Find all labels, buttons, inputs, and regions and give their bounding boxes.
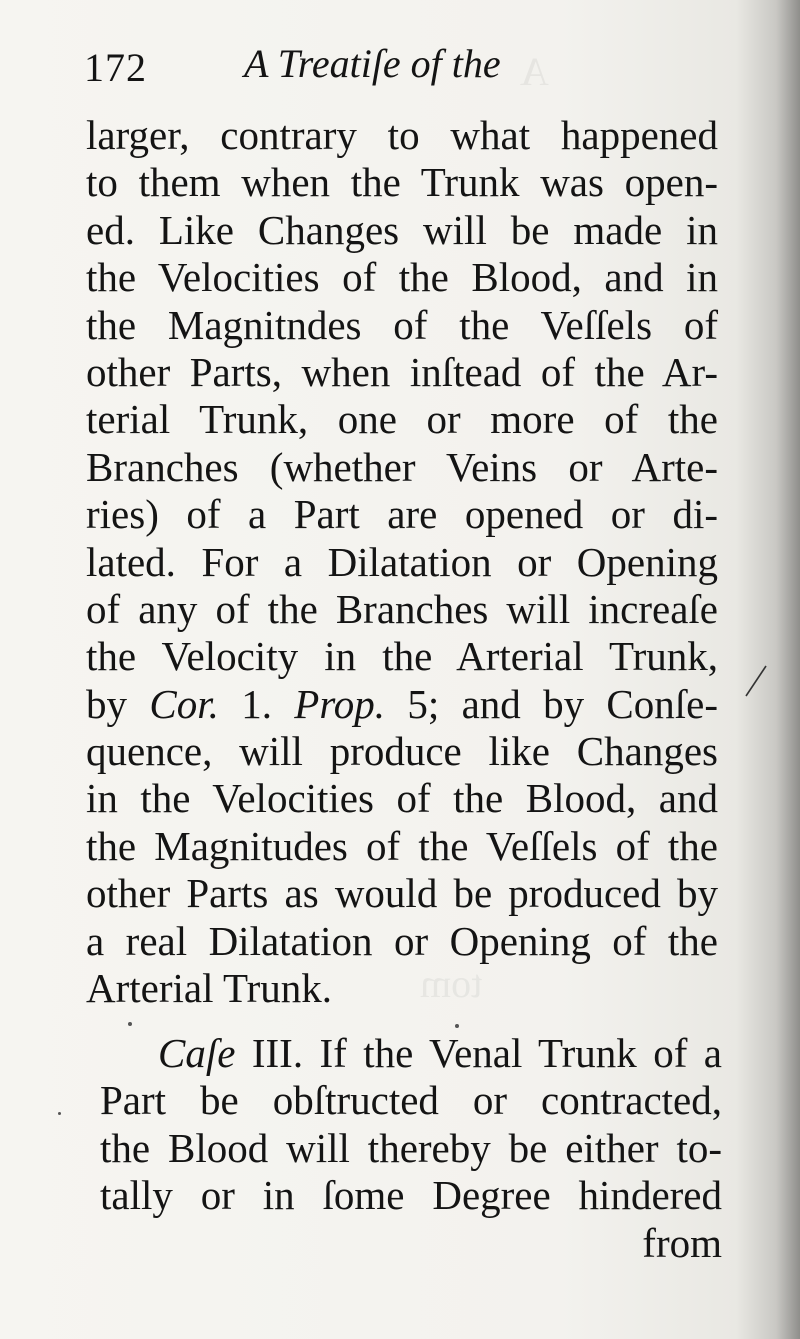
citation-cor: Cor. [149, 680, 219, 727]
case-rest: III. If the Venal Trunk of a [235, 1030, 722, 1076]
case-heading-line [100, 1030, 722, 1077]
text-line: the Magnitudes of the Veſſels of the [86, 822, 718, 869]
citation-post: 5; and by Conſe- [385, 680, 719, 727]
text-line: larger, contrary to what happened [86, 112, 718, 158]
text-line: the Blood will thereby be either to- [100, 1124, 722, 1171]
ink-speck [455, 1024, 459, 1028]
citation-pre: by [86, 680, 150, 727]
show-through: tom [420, 961, 483, 1006]
text-line: Branches (whether Veins or Arte- [86, 443, 718, 490]
paragraph-2 [100, 1030, 722, 1267]
running-head: A Treatiſe of the [244, 41, 501, 86]
text-line: the Magnitndes of the Veſſels of [86, 301, 718, 348]
text-line: tally or in ſome Degree hindered [100, 1172, 722, 1219]
text-line: other Parts as would be produced by [86, 870, 718, 917]
text-line-last: Arterial Trunk. [86, 965, 332, 1012]
text-line: in the Velocities of the Blood, and [86, 775, 718, 822]
text-line: ed. Like Changes will be made in [86, 206, 718, 253]
text-line: lated. For a Dilatation or Opening [86, 538, 718, 585]
citation-num: 1. [218, 680, 295, 727]
text-line: quence, will produce like Changes [86, 728, 718, 775]
ink-speck [128, 1022, 132, 1026]
text-line: the Velocities of the Blood, and in [86, 254, 718, 301]
page-header [84, 38, 704, 94]
pencil-mark-icon [740, 662, 770, 702]
case-label: Caſe [158, 1030, 236, 1076]
text-line: other Parts, when inſtead of the Ar- [86, 348, 718, 395]
text-line: Part be obſtructed or contracted, [100, 1077, 722, 1124]
citation-prop: Prop. [294, 680, 386, 727]
text-line: the Velocity in the Arterial Trunk, [86, 633, 718, 680]
text-line: to them when the Trunk was open- [86, 159, 718, 206]
text-line-citation [86, 681, 718, 728]
text-line: terial Trunk, one or more of the [86, 396, 718, 443]
show-through: A [520, 49, 549, 94]
page-number: 172 [84, 45, 147, 90]
text-line: ries) of a Part are opened or di- [86, 491, 718, 538]
paragraph-1 [86, 112, 718, 1012]
ink-speck [58, 1112, 61, 1115]
text-line: of any of the Branches will increaſe [86, 585, 718, 632]
catchword: from [642, 1219, 722, 1266]
text-line: a real Dilatation or Opening of the [86, 917, 718, 964]
